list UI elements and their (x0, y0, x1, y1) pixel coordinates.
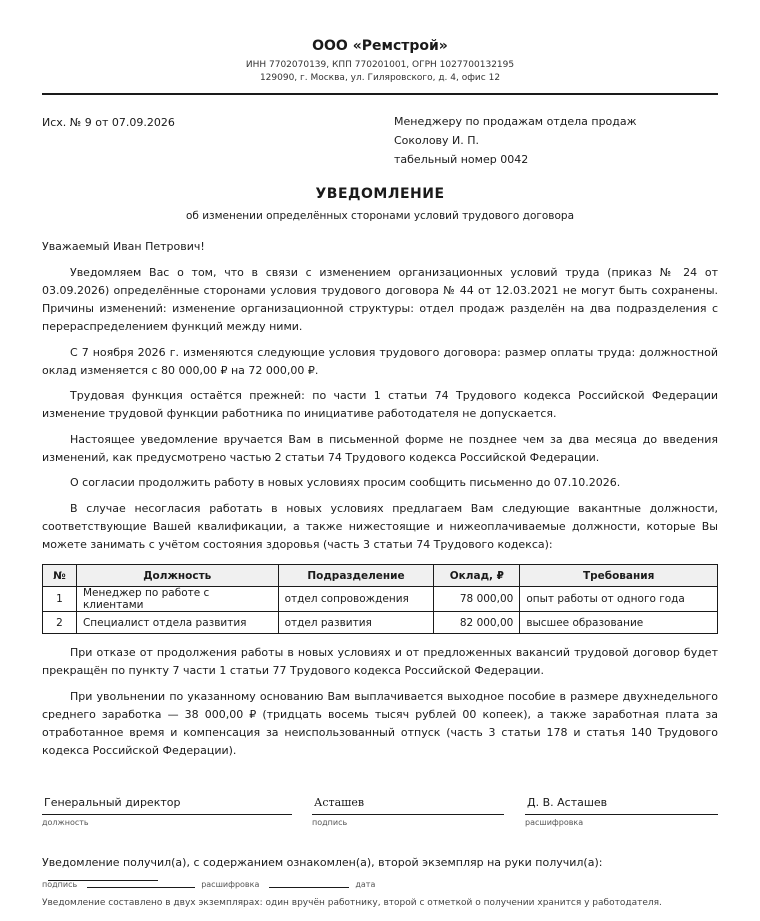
signature-line (525, 814, 718, 815)
addressee-block (394, 112, 637, 169)
caption-name: расшифровка (525, 818, 584, 827)
paragraph-labor-function: Трудовая функция остаётся прежней: по части 1 статьи 74 Трудового кодекса Российской Федерации изменение трудовой функции работника по инициативе работодателя не допускается. (42, 389, 718, 420)
addressee-tab-number: табельный номер 0042 (394, 153, 529, 166)
signature-line (312, 814, 504, 815)
receipt-statement (42, 856, 718, 882)
cell-department: отдел сопровождения (278, 587, 434, 612)
paragraph-severance: При увольнении по указанному основанию Вам выплачивается выходное пособие в размере двухнедельного среднего заработка — 38 000,00 ₽ (тридцать восемь тысяч рублей 00 копеек), а также заработная плата за отработанное время и компенсация за неиспользованный отпуск (часть 3 статьи 178 и статья 140 Трудового кодекса Российской Федерации). (42, 690, 718, 757)
signature-line (42, 814, 292, 815)
signature-sign-block (312, 796, 504, 827)
paragraph-notice-term: Настоящее уведомление вручается Вам в письменной форме не позднее чем за два месяца до введения изменений, как предусмотрено частью 2 статьи 74 Трудового кодекса Российской Федерации. (42, 433, 718, 464)
table-row (43, 587, 718, 612)
receipt-fields (42, 880, 375, 889)
outgoing-number: Исх. № 9 от 07.09.2026 (42, 116, 175, 129)
org-requisites: ИНН 7702070139, КПП 770201001, ОГРН 1027700132195 (245, 60, 515, 70)
cell-requirements: опыт работы от одного года (520, 587, 718, 612)
table-row (43, 612, 718, 634)
receipt-name-line (269, 887, 349, 888)
caption-receipt-name: расшифровка (201, 880, 260, 889)
receipt-sign-line (87, 887, 195, 888)
cell-salary: 82 000,00 (434, 612, 520, 634)
greeting: Уважаемый Иван Петрович! (42, 240, 205, 253)
receipt-text: Уведомление получил(а), с содержанием ознакомлен(а), второй экземпляр на руки получил(а): (42, 856, 603, 869)
header-divider (42, 93, 718, 95)
cell-position: Специалист отдела развития (76, 612, 278, 634)
signature-position-block (42, 796, 292, 827)
vacancies-table (42, 564, 718, 634)
cell-salary: 78 000,00 (434, 587, 520, 612)
org-address: 129090, г. Москва, ул. Гиляровского, д. 4, офис 12 (259, 73, 501, 83)
caption-position: должность (42, 818, 89, 827)
signature-name-block (525, 796, 718, 827)
paragraph-vacancies: В случае несогласия работать в новых условиях предлагаем Вам следующие вакантные должности, соответствующие Вашей квалификации, а также нижестоящие и нижеоплачиваемые должности, которые Вы можете занимать с учётом состояния здоровья (часть 3 статьи 74 Трудового кодекса): (42, 502, 718, 551)
handwritten-signature: Асташев (314, 796, 365, 809)
paragraph-consent: О согласии продолжить работу в новых условиях просим сообщить письменно до 07.10.2026. (70, 476, 621, 489)
cell-requirements: высшее образование (520, 612, 718, 634)
cell-department: отдел развития (278, 612, 434, 634)
signer-position: Генеральный директор (44, 796, 181, 809)
footnote: Уведомление составлено в двух экземплярах: один вручён работнику, второй с отметкой о получении хранится у работодателя. (42, 898, 662, 908)
cell-position: Менеджер по работе с клиентами (76, 587, 278, 612)
caption-receipt-signature: подпись (42, 880, 78, 889)
paragraph-refusal: При отказе от продолжения работы в новых условиях и от предложенных вакансий трудовой договор будет прекращён по пункту 7 части 1 статьи 77 Трудового кодекса Российской Федерации. (42, 646, 718, 677)
table-header-row (43, 565, 718, 587)
paragraph-changes: С 7 ноября 2026 г. изменяются следующие условия трудового договора: размер оплаты труда: должностной оклад изменяется с 80 000,00 ₽ на 72 000,00 ₽. (42, 346, 718, 377)
org-name: ООО «Ремстрой» (312, 38, 448, 54)
cell-number: 2 (43, 612, 77, 634)
cell-number: 1 (43, 587, 77, 612)
col-salary: Оклад, ₽ (434, 565, 520, 587)
signer-name: Д. В. Асташев (527, 796, 608, 809)
caption-receipt-date: дата (355, 880, 376, 889)
col-number: № (43, 565, 77, 587)
document-title: УВЕДОМЛЕНИЕ (315, 186, 445, 202)
caption-signature: подпись (312, 818, 348, 827)
col-department: Подразделение (278, 565, 434, 587)
paragraph-reason: Уведомляем Вас о том, что в связи с изменением организационных условий труда (приказ № 24 от 03.09.2026) определённые сторонами условия трудового договора № 44 от 12.03.2021 не могут быть сохранены. Причины изменений: изменение организационной структуры: отдел продаж разделён на два подразделения с перераспределением функций между ними. (42, 266, 718, 333)
document-subtitle: об изменении определённых сторонами условий трудового договора (185, 210, 575, 222)
addressee-name: Соколову И. П. (394, 134, 480, 147)
col-position: Должность (76, 565, 278, 587)
addressee-position: Менеджеру по продажам отдела продаж (394, 115, 637, 128)
col-requirements: Требования (520, 565, 718, 587)
